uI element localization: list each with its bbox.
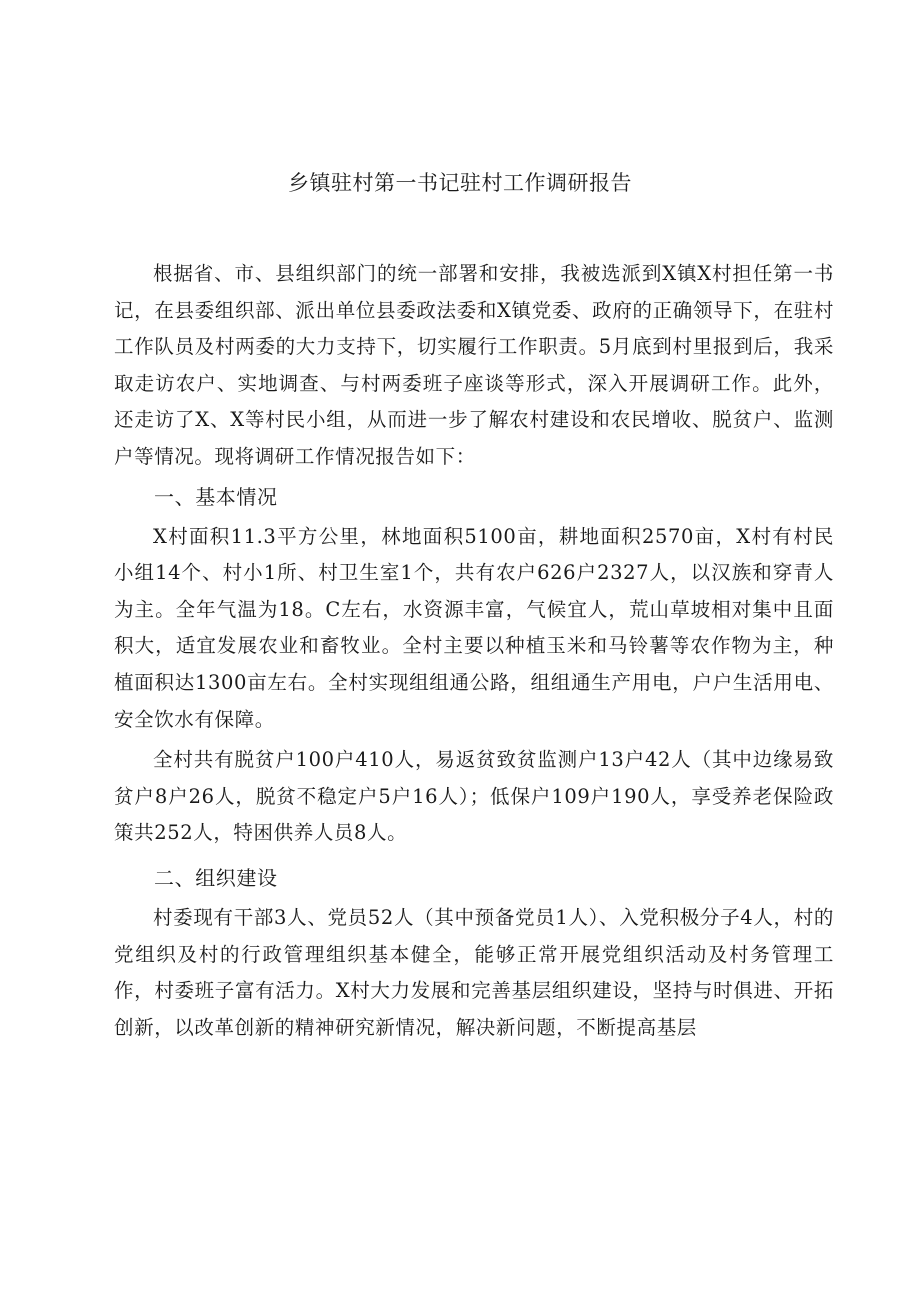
basic-info-paragraph-2: 全村共有脱贫户100户410人，易返贫致贫监测户13户42人（其中边缘易致贫户8户26人，脱贫不稳定户5户16人）；低保户109户190人，享受养老保险政策共252人，特困供养人员8人。: [114, 748, 834, 845]
document-title: 乡镇驻村第一书记驻村工作调研报告: [288, 171, 632, 195]
organization-paragraph-1: 村委现有干部3人、党员52人（其中预备党员1人）、入党积极分子4人，村的党组织及村的行政管理组织基本健全，能够正常开展党组织活动及村务管理工作，村委班子富有活力。X村大力发展和完善基层组织建设，坚持与时俱进、开拓创新，以改革创新的精神研究新情况，解决新问题，不断提高基层: [114, 905, 834, 1039]
section-heading-basic-info: 一、基本情况: [154, 484, 278, 509]
basic-info-paragraph-1: X村面积11.3平方公里，林地面积5100亩，耕地面积2570亩，X村有村民小组14个、村小1所、村卫生室1个，共有农户626户2327人，以汉族和穿青人为主。全年气温为18。C左右，水资源丰富，气候宜人，荒山草坡相对集中且面积大，适宜发展农业和畜牧业。全村主要以种植玉米和马铃薯等农作物为主，种植面积达1300亩左右。全村实现组组通公路，组组通生产用电，户户生活用电、安全饮水有保障。: [114, 524, 834, 731]
intro-paragraph: 根据省、市、县组织部门的统一部署和安排，我被选派到X镇X村担任第一书记，在县委组织部、派出单位县委政法委和X镇党委、政府的正确领导下，在驻村工作队员及村两委的大力支持下，切实履行工作职责。5月底到村里报到后，我采取走访农户、实地调查、与村两委班子座谈等形式，深入开展调研工作。此外，还走访了X、X等村民小组，从而进一步了解农村建设和农民增收、脱贫户、监测户等情况。现将调研工作情况报告如下：: [114, 262, 834, 468]
section-heading-organization: 二、组织建设: [154, 865, 278, 890]
document-body: [114, 256, 834, 1046]
